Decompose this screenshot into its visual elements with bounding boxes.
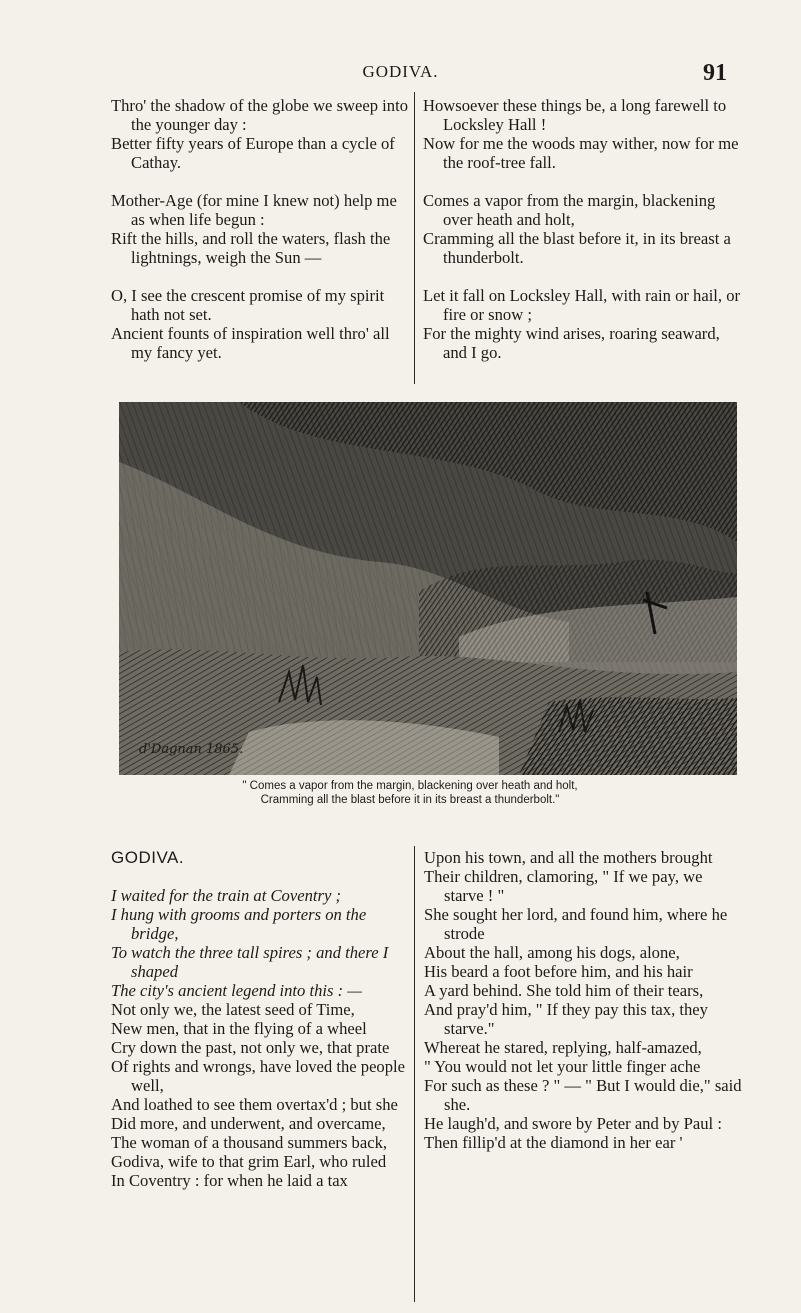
verse-line: The city's ancient legend into this : — — [111, 981, 363, 1000]
verse-line: The woman of a thousand summers back, — [111, 1133, 388, 1152]
column-divider-bottom — [414, 846, 415, 1302]
verse-line: Their children, clamoring, " If we pay, we starve ! " — [424, 867, 703, 905]
verse-line: Better fifty years of Europe than a cycle of Cathay. — [111, 134, 395, 172]
verse-line: Then fillip'd at the diamond in her ear ' — [424, 1133, 683, 1152]
verse-line: And pray'd him, " If they pay this tax, they starve." — [424, 1000, 708, 1038]
stanza — [111, 96, 411, 172]
verse-line: And loathed to see them overtax'd ; but she — [111, 1095, 398, 1114]
column-divider-top — [414, 92, 415, 384]
verse-line: Let it fall on Locksley Hall, with rain or hail, or fire or snow ; — [423, 286, 741, 324]
verse-line: Ancient founts of inspiration well thro' all my fancy yet. — [111, 324, 390, 362]
verse-line: For the mighty wind arises, roaring seaward, and I go. — [423, 324, 720, 362]
stanza — [423, 286, 743, 362]
verse-line: About the hall, among his dogs, alone, — [424, 943, 680, 962]
verse-line: " You would not let your little finger ache — [424, 1057, 701, 1076]
godiva-right-lines — [424, 848, 744, 1152]
verse-line: Cry down the past, not only we, that prate — [111, 1038, 390, 1057]
page-number: 91 — [703, 60, 727, 86]
verse-line: His beard a foot before him, and his hair — [424, 962, 693, 981]
top-right-column — [423, 96, 743, 381]
verse-line: To watch the three tall spires ; and there I shaped — [111, 943, 389, 981]
engraving-image — [119, 402, 737, 775]
verse-line: She sought her lord, and found him, where he strode — [424, 905, 728, 943]
verse-line: Cramming all the blast before it, in its breast a thunderbolt. — [423, 229, 731, 267]
stanza — [111, 286, 411, 362]
verse-line: Godiva, wife to that grim Earl, who ruled — [111, 1152, 387, 1171]
verse-line: In Coventry : for when he laid a tax — [111, 1171, 348, 1190]
verse-line: Of rights and wrongs, have loved the people well, — [111, 1057, 406, 1095]
godiva-right-column — [424, 848, 744, 1152]
verse-line: Comes a vapor from the margin, blackening over heath and holt, — [423, 191, 716, 229]
verse-line: I hung with grooms and porters on the bridge, — [111, 905, 367, 943]
storm-illustration — [119, 402, 737, 775]
verse-line: Howsoever these things be, a long farewell to Locksley Hall ! — [423, 96, 727, 134]
verse-line: He laugh'd, and swore by Peter and by Paul : — [424, 1114, 722, 1133]
stanza — [111, 191, 411, 267]
verse-line: O, I see the crescent promise of my spirit hath not set. — [111, 286, 385, 324]
verse-line: Rift the hills, and roll the waters, flash the lightnings, weigh the Sun — — [111, 229, 391, 267]
godiva-left-lines — [111, 886, 411, 1190]
verse-line: Thro' the shadow of the globe we sweep into the younger day : — [111, 96, 408, 134]
verse-line: A yard behind. She told him of their tears, — [424, 981, 704, 1000]
verse-line: Mother-Age (for mine I knew not) help me as when life begun : — [111, 191, 397, 229]
verse-line: Not only we, the latest seed of Time, — [111, 1000, 355, 1019]
verse-line: New men, that in the flying of a wheel — [111, 1019, 367, 1038]
caption-line: Cramming all the blast before it in its breast a thunderbolt." — [260, 794, 560, 806]
running-head: GODIVA. — [362, 62, 439, 81]
stanza — [423, 191, 743, 267]
figure-caption — [150, 779, 670, 807]
poem-title: GODIVA. — [111, 848, 185, 867]
verse-line: Now for me the woods may wither, now for me the roof-tree fall. — [423, 134, 739, 172]
verse-line: Upon his town, and all the mothers brought — [424, 848, 713, 867]
verse-line: I waited for the train at Coventry ; — [111, 886, 341, 905]
verse-line: For such as these ? " — " But I would die," said she. — [424, 1076, 742, 1114]
verse-line: Whereat he stared, replying, half-amazed, — [424, 1038, 702, 1057]
artist-signature: d'Dagnan 1865. — [139, 742, 244, 757]
godiva-left-column — [111, 848, 411, 1190]
stanza — [423, 96, 743, 172]
top-left-column — [111, 96, 411, 381]
verse-line: Did more, and underwent, and overcame, — [111, 1114, 386, 1133]
caption-line: " Comes a vapor from the margin, blackening over heath and holt, — [242, 780, 578, 792]
